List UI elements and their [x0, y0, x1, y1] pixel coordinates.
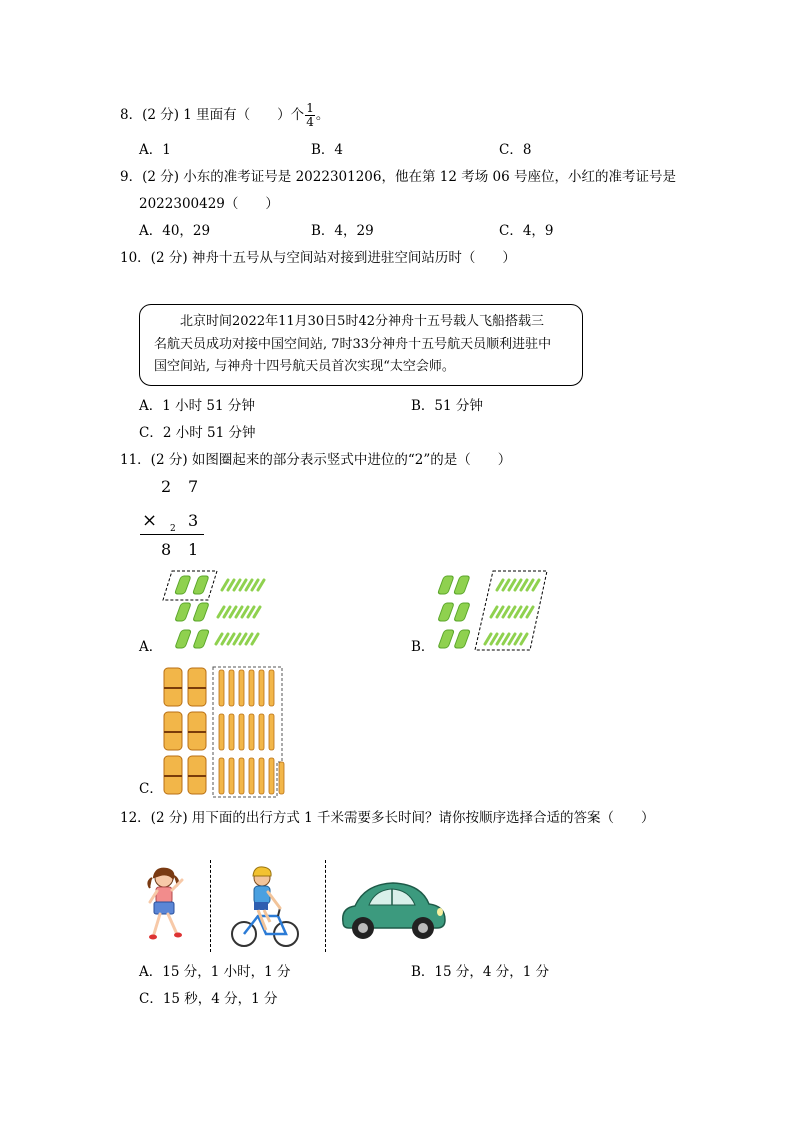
q8-fraction-numerator: 1	[306, 101, 314, 115]
q11-option-a[interactable]: A．	[139, 639, 163, 655]
car-headlight	[437, 908, 443, 916]
q10-option-a[interactable]: A．1 小时 51 分钟	[139, 398, 255, 414]
q8-fraction	[305, 102, 315, 129]
helmet	[253, 867, 271, 876]
bundle-group	[438, 576, 471, 648]
option-b-stick-image	[435, 568, 555, 653]
q10-stem: 10．(2 分) 神舟十五号从与空间站对接到进驻空间站历时（ ）	[120, 250, 516, 266]
q10-box-line-3: 国空间站, 与神舟十四号航天员首次实现“太空会师。	[154, 359, 455, 374]
bundle-row	[175, 576, 210, 648]
cyclist-shirt	[254, 886, 270, 904]
q11-option-c[interactable]: C．	[139, 781, 163, 797]
q8-option-c[interactable]: C．8	[499, 142, 532, 158]
q11-stem: 11．(2 分) 如图圈起来的部分表示竖式中进位的“2”的是（ ）	[120, 452, 512, 468]
dashed-circle-a	[163, 571, 217, 600]
option-a-stick-image	[160, 568, 275, 653]
q9-option-c[interactable]: C．4，9	[499, 223, 554, 239]
q8-option-b[interactable]: B．4	[311, 142, 344, 158]
separator-1	[210, 860, 211, 952]
q9-stem-line1: 9．(2 分) 小东的准考证号是 2022301206，他在第 12 考场 06 号座位，小红的准考证号是	[120, 169, 676, 185]
q8-stem	[120, 102, 329, 129]
result-digit-1: 1	[188, 540, 199, 559]
single-gold-sticks	[219, 670, 284, 794]
q12-option-b[interactable]: B．15 分，4 分，1 分	[411, 964, 550, 980]
single-sticks	[485, 580, 539, 644]
q9-stem-line2: 2022300429（ ）	[139, 196, 279, 212]
option-c-stick-image	[160, 664, 285, 799]
walking-girl-image	[140, 866, 195, 946]
girl-skirt	[154, 902, 174, 914]
separator-2	[325, 860, 326, 952]
q12-option-a[interactable]: A．15 分，1 小时，1 分	[139, 964, 291, 980]
q8-option-a[interactable]: A．1	[139, 142, 171, 158]
vertical-digit-3: 3	[188, 511, 199, 530]
q10-box-line-1: 北京时间2022年11月30日5时42分神舟十五号载人飞船搭载三	[180, 314, 544, 329]
vertical-digit-2: 2	[161, 477, 172, 496]
q11-option-b[interactable]: B．	[411, 639, 435, 655]
q8-stem-post: 。	[315, 107, 330, 123]
vertical-line	[140, 534, 204, 535]
result-digit-8: 8	[161, 540, 172, 559]
car-image	[337, 878, 449, 942]
q11-vertical-multiplication	[140, 475, 210, 565]
girl-shirt	[156, 887, 172, 903]
q10-box-line-2: 名航天员成功对接中国空间站, 7时33分神舟十五号航天员顺利进驻中	[154, 337, 552, 352]
q10-option-c[interactable]: C．2 小时 51 分钟	[139, 425, 256, 441]
q12-option-c[interactable]: C．15 秒，4 分，1 分	[139, 991, 278, 1007]
q10-info-box	[139, 304, 583, 386]
q12-stem: 12．(2 分) 用下面的出行方式 1 千米需要多长时间？请你按顺序选择合适的答案（ ）	[120, 810, 655, 826]
q10-option-b[interactable]: B．51 分钟	[411, 398, 483, 414]
carry-digit: 2	[170, 524, 176, 534]
q8-fraction-denominator: 4	[306, 115, 314, 129]
q8-stem-pre: 8．(2 分) 1 里面有（ ）个	[120, 107, 305, 123]
single-sticks	[216, 580, 264, 644]
vertical-digit-7: 7	[188, 477, 199, 496]
cyclist-image	[230, 864, 302, 950]
q9-option-b[interactable]: B．4，29	[311, 223, 374, 239]
q9-option-a[interactable]: A．40，29	[139, 223, 211, 239]
multiply-sign: ×	[142, 510, 158, 531]
